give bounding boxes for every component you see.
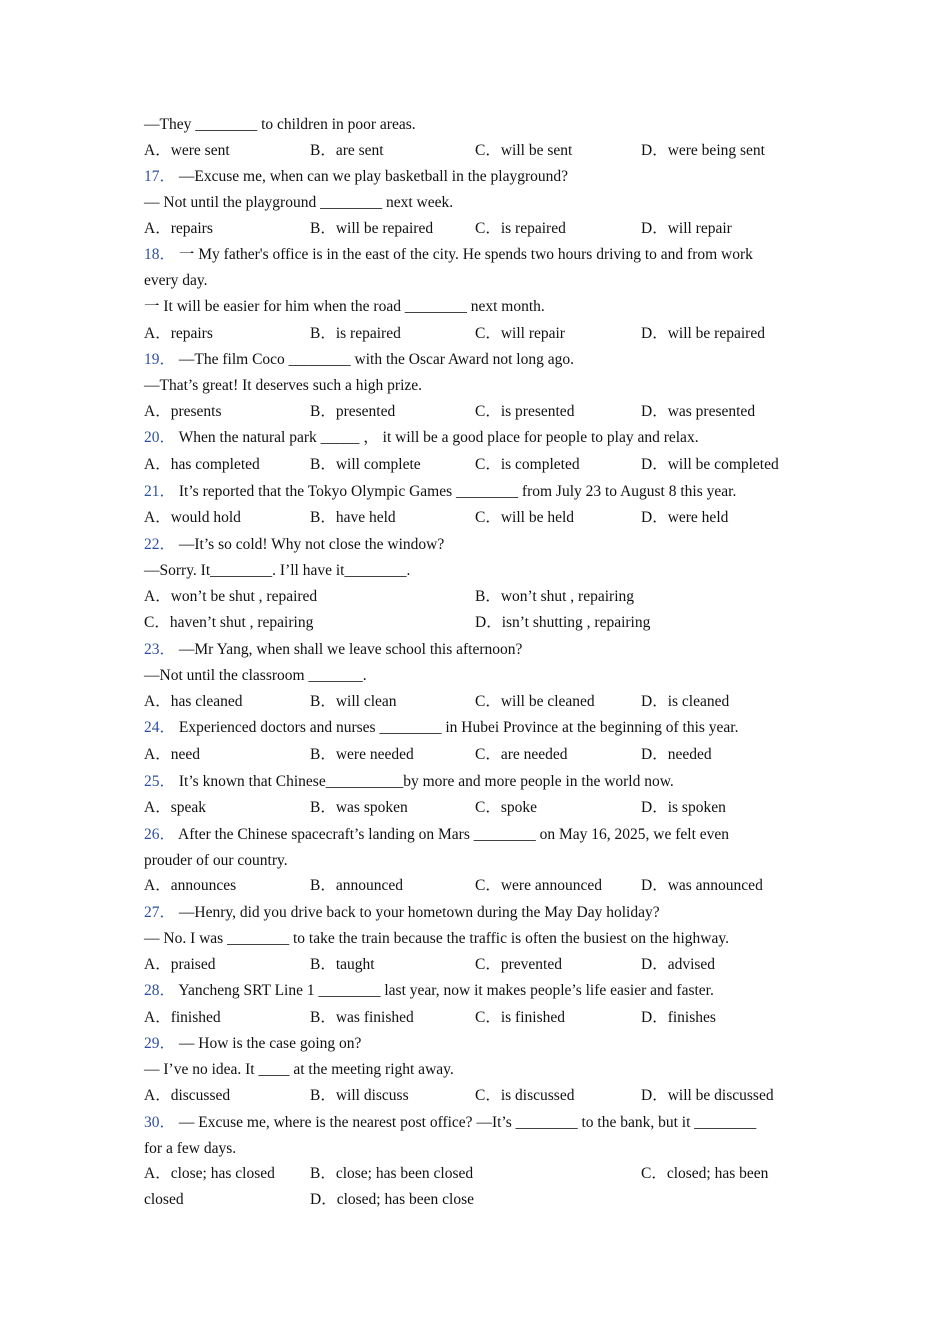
q18-options <box>144 322 824 346</box>
option-c[interactable]: C．will be sent <box>475 142 573 159</box>
option-d[interactable]: D．will be completed <box>641 456 779 473</box>
question-text: Yancheng SRT Line 1 ________ last year, now it makes people’s life easier and faster. <box>178 982 714 999</box>
question-text: When the natural park _____ ， it will be a good place for people to play and relax. <box>178 429 699 446</box>
q22-reply: —Sorry. It________. I’ll have it________. <box>144 562 411 579</box>
option-d[interactable]: D．closed; has been close <box>310 1191 474 1208</box>
question-text: —It’s so cold! Why not close the window? <box>178 536 445 553</box>
question-number: 23． <box>144 641 176 658</box>
q28-options <box>144 1006 824 1030</box>
q26-stem <box>144 823 824 847</box>
question-number: 28． <box>144 982 176 999</box>
option-c[interactable]: C．is completed <box>475 456 580 473</box>
option-d[interactable]: D．was presented <box>641 403 756 420</box>
q30-options-row1 <box>144 1162 824 1186</box>
question-number: 25． <box>144 773 176 790</box>
q30-options-row2 <box>144 1188 824 1212</box>
q22-options-row1 <box>144 585 824 609</box>
q27-options <box>144 953 824 977</box>
question-number: 17． <box>144 168 176 185</box>
option-c[interactable]: C．closed; has been <box>641 1165 769 1182</box>
question-text: 一 My father's office is in the east of the city. He spends two hours driving to and from work <box>178 246 753 263</box>
option-c[interactable]: C．will repair <box>475 325 565 342</box>
option-c[interactable]: C．will be held <box>475 509 575 526</box>
option-c[interactable]: C．were announced <box>475 877 602 894</box>
question-number: 22． <box>144 536 176 553</box>
q26-options <box>144 874 824 898</box>
q20-options <box>144 453 824 477</box>
option-a[interactable]: A．need <box>144 746 200 763</box>
q18-reply: 一 It will be easier for him when the road ________ next month. <box>144 298 545 315</box>
question-text: — How is the case going on? <box>178 1035 362 1052</box>
q27-reply: — No. I was ________ to take the train because the traffic is often the busiest on the highway. <box>144 930 729 947</box>
q22-stem <box>144 533 824 557</box>
option-b[interactable]: B．will clean <box>310 693 397 710</box>
question-text: It’s known that Chinese__________by more and more people in the world now. <box>178 773 674 790</box>
question-number: 29． <box>144 1035 176 1052</box>
q21-options <box>144 506 824 530</box>
option-c[interactable]: C．are needed <box>475 746 568 763</box>
option-b[interactable]: B．announced <box>310 877 403 894</box>
q18-stem-cont: every day. <box>144 272 208 289</box>
option-c[interactable]: C．will be cleaned <box>475 693 595 710</box>
question-number: 27． <box>144 904 176 921</box>
option-d[interactable]: D．is cleaned <box>641 693 730 710</box>
question-number: 21． <box>144 483 176 500</box>
option-b[interactable]: B．will complete <box>310 456 421 473</box>
option-c[interactable]: C．prevented <box>475 956 562 973</box>
option-d[interactable]: D．was announced <box>641 877 763 894</box>
option-a[interactable]: A．repairs <box>144 325 213 342</box>
q18-stem <box>144 243 824 267</box>
option-c[interactable]: C．is repaired <box>475 220 566 237</box>
option-d[interactable]: D．is spoken <box>641 799 726 816</box>
question-number: 19． <box>144 351 176 368</box>
option-a[interactable]: A．finished <box>144 1009 221 1026</box>
q22-options-row2 <box>144 611 824 635</box>
option-b[interactable]: B．presented <box>310 403 396 420</box>
q29-stem <box>144 1032 824 1056</box>
question-text: —Excuse me, when can we play basketball in the playground? <box>178 168 568 185</box>
option-a[interactable]: A．has cleaned <box>144 693 243 710</box>
option-a[interactable]: A．speak <box>144 799 206 816</box>
q19-stem <box>144 348 824 372</box>
option-b[interactable]: B．will be repaired <box>310 220 434 237</box>
option-a[interactable]: A．won’t be shut , repaired <box>144 588 318 605</box>
option-d[interactable]: D．finishes <box>641 1009 716 1026</box>
q23-reply: —Not until the classroom _______. <box>144 667 367 684</box>
option-c[interactable]: C．haven’t shut , repairing <box>144 614 314 631</box>
option-b[interactable]: B．was spoken <box>310 799 408 816</box>
option-d[interactable]: D．needed <box>641 746 712 763</box>
q29-options <box>144 1084 824 1108</box>
question-number: 20． <box>144 429 176 446</box>
option-c[interactable]: C．spoke <box>475 799 538 816</box>
option-d[interactable]: D．were being sent <box>641 142 765 159</box>
question-text: —Henry, did you drive back to your hometown during the May Day holiday? <box>178 904 660 921</box>
option-d[interactable]: D．advised <box>641 956 716 973</box>
option-b[interactable]: B．won’t shut , repairing <box>475 588 635 605</box>
option-b[interactable]: B．close; has been closed <box>310 1165 474 1182</box>
q28-stem <box>144 979 824 1003</box>
q27-stem <box>144 901 824 925</box>
option-a[interactable]: A．close; has closed <box>144 1165 275 1182</box>
option-c[interactable]: C．is finished <box>475 1009 565 1026</box>
option-b[interactable]: B．were needed <box>310 746 414 763</box>
q19-reply: —That’s great! It deserves such a high prize. <box>144 377 423 394</box>
q21-stem <box>144 480 824 504</box>
option-b[interactable]: B．was finished <box>310 1009 414 1026</box>
option-a[interactable]: A．praised <box>144 956 216 973</box>
option-b[interactable]: B．have held <box>310 509 396 526</box>
q20-stem <box>144 426 824 450</box>
question-text: It’s reported that the Tokyo Olympic Games ________ from July 23 to August 8 this year. <box>178 483 737 500</box>
option-a[interactable]: A．announces <box>144 877 237 894</box>
option-a[interactable]: A．repairs <box>144 220 213 237</box>
q19-options <box>144 400 824 424</box>
question-text: Experienced doctors and nurses ________ in Hubei Province at the beginning of this year. <box>178 719 739 736</box>
option-c[interactable]: C．is discussed <box>475 1087 575 1104</box>
option-c-cont[interactable]: closed <box>144 1191 184 1208</box>
q30-stem <box>144 1111 824 1135</box>
option-b[interactable]: B．is repaired <box>310 325 401 342</box>
option-a[interactable]: A．discussed <box>144 1087 231 1104</box>
question-number: 18． <box>144 246 176 263</box>
q23-stem <box>144 638 824 662</box>
q17-options <box>144 217 824 241</box>
q25-options <box>144 796 824 820</box>
q24-stem <box>144 716 824 740</box>
question-text: —The film Coco ________ with the Oscar Award not long ago. <box>178 351 574 368</box>
question-number: 26． <box>144 826 176 843</box>
option-a[interactable]: A．presents <box>144 403 222 420</box>
q24-options <box>144 743 824 767</box>
q26-stem-cont: prouder of our country. <box>144 852 288 869</box>
option-d[interactable]: D．will be discussed <box>641 1087 774 1104</box>
option-d[interactable]: D．were held <box>641 509 729 526</box>
question-text: After the Chinese spacecraft’s landing on Mars ________ on May 16, 2025, we felt even <box>178 826 730 843</box>
option-d[interactable]: D．will repair <box>641 220 732 237</box>
option-a[interactable]: A．has completed <box>144 456 260 473</box>
option-b[interactable]: B．are sent <box>310 142 384 159</box>
q16-options <box>144 139 824 163</box>
q29-reply: — I’ve no idea. It ____ at the meeting right away. <box>144 1061 454 1078</box>
option-a[interactable]: A．would hold <box>144 509 241 526</box>
option-b[interactable]: B．will discuss <box>310 1087 409 1104</box>
option-c[interactable]: C．is presented <box>475 403 575 420</box>
question-number: 24． <box>144 719 176 736</box>
question-number: 30． <box>144 1114 176 1131</box>
option-b[interactable]: B．taught <box>310 956 375 973</box>
q25-stem <box>144 770 824 794</box>
q23-options <box>144 690 824 714</box>
q30-stem-cont: for a few days. <box>144 1140 237 1157</box>
option-d[interactable]: D．will be repaired <box>641 325 765 342</box>
option-a[interactable]: A．were sent <box>144 142 230 159</box>
q17-reply: — Not until the playground ________ next week. <box>144 194 454 211</box>
q17-stem <box>144 165 824 189</box>
question-text: —Mr Yang, when shall we leave school this afternoon? <box>178 641 523 658</box>
option-d[interactable]: D．isn’t shutting , repairing <box>475 614 651 631</box>
question-text: — Excuse me, where is the nearest post office? —It’s ________ to the bank, but it ________ <box>178 1114 757 1131</box>
q16-stem: —They ________ to children in poor areas. <box>144 116 416 133</box>
